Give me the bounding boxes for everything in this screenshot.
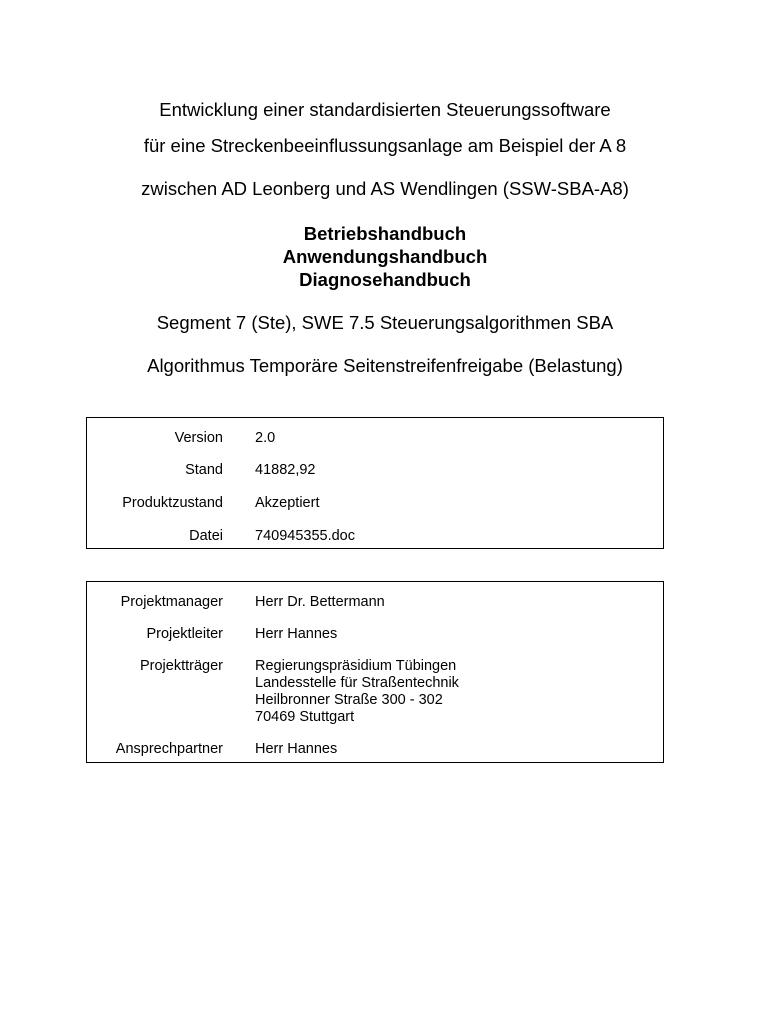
stand-label: Stand — [185, 462, 223, 478]
project-sponsor-address — [255, 658, 459, 726]
segment-title: Segment 7 (Ste), SWE 7.5 Steuerungsalgorithmen SBA — [156, 312, 614, 333]
file-label: Datei — [189, 528, 223, 544]
stand-value: 41882,92 — [255, 462, 316, 478]
algorithm-title: Algorithmus Temporäre Seitenstreifenfreigabe (Belastung) — [147, 355, 623, 376]
project-info-box — [86, 581, 664, 763]
project-sponsor-label: Projektträger — [139, 658, 223, 674]
contact-label: Ansprechpartner — [115, 741, 223, 757]
sponsor-address-line: Landesstelle für Straßentechnik — [255, 675, 459, 691]
handbook-title: Anwendungshandbuch — [282, 246, 488, 267]
sponsor-address-line: 70469 Stuttgart — [255, 709, 355, 725]
contact-value: Herr Hannes — [255, 741, 338, 757]
sponsor-address-line: Regierungspräsidium Tübingen — [255, 658, 457, 674]
project-manager-value: Herr Dr. Bettermann — [255, 594, 385, 610]
handbook-title: Diagnosehandbuch — [299, 269, 471, 290]
title-line-1: Entwicklung einer standardisierten Steuerungssoftware — [159, 99, 611, 120]
project-manager-label: Projektmanager — [120, 594, 223, 610]
project-lead-value: Herr Hannes — [255, 626, 338, 642]
product-state-label: Produktzustand — [122, 495, 223, 511]
handbook-title: Betriebshandbuch — [303, 223, 467, 244]
title-line-3: zwischen AD Leonberg und AS Wendlingen (SSW-SBA-A8) — [141, 178, 629, 199]
title-line-2: für eine Streckenbeeinflussungsanlage am Beispiel der A 8 — [143, 135, 627, 156]
file-value: 740945355.doc — [255, 528, 355, 544]
document-info-box — [86, 417, 664, 549]
project-lead-label: Projektleiter — [146, 626, 223, 642]
sponsor-address-line: Heilbronner Straße 300 - 302 — [255, 692, 443, 708]
product-state-value: Akzeptiert — [255, 495, 320, 511]
handbook-titles — [0, 222, 770, 291]
version-value: 2.0 — [255, 430, 276, 446]
version-label: Version — [174, 430, 223, 446]
